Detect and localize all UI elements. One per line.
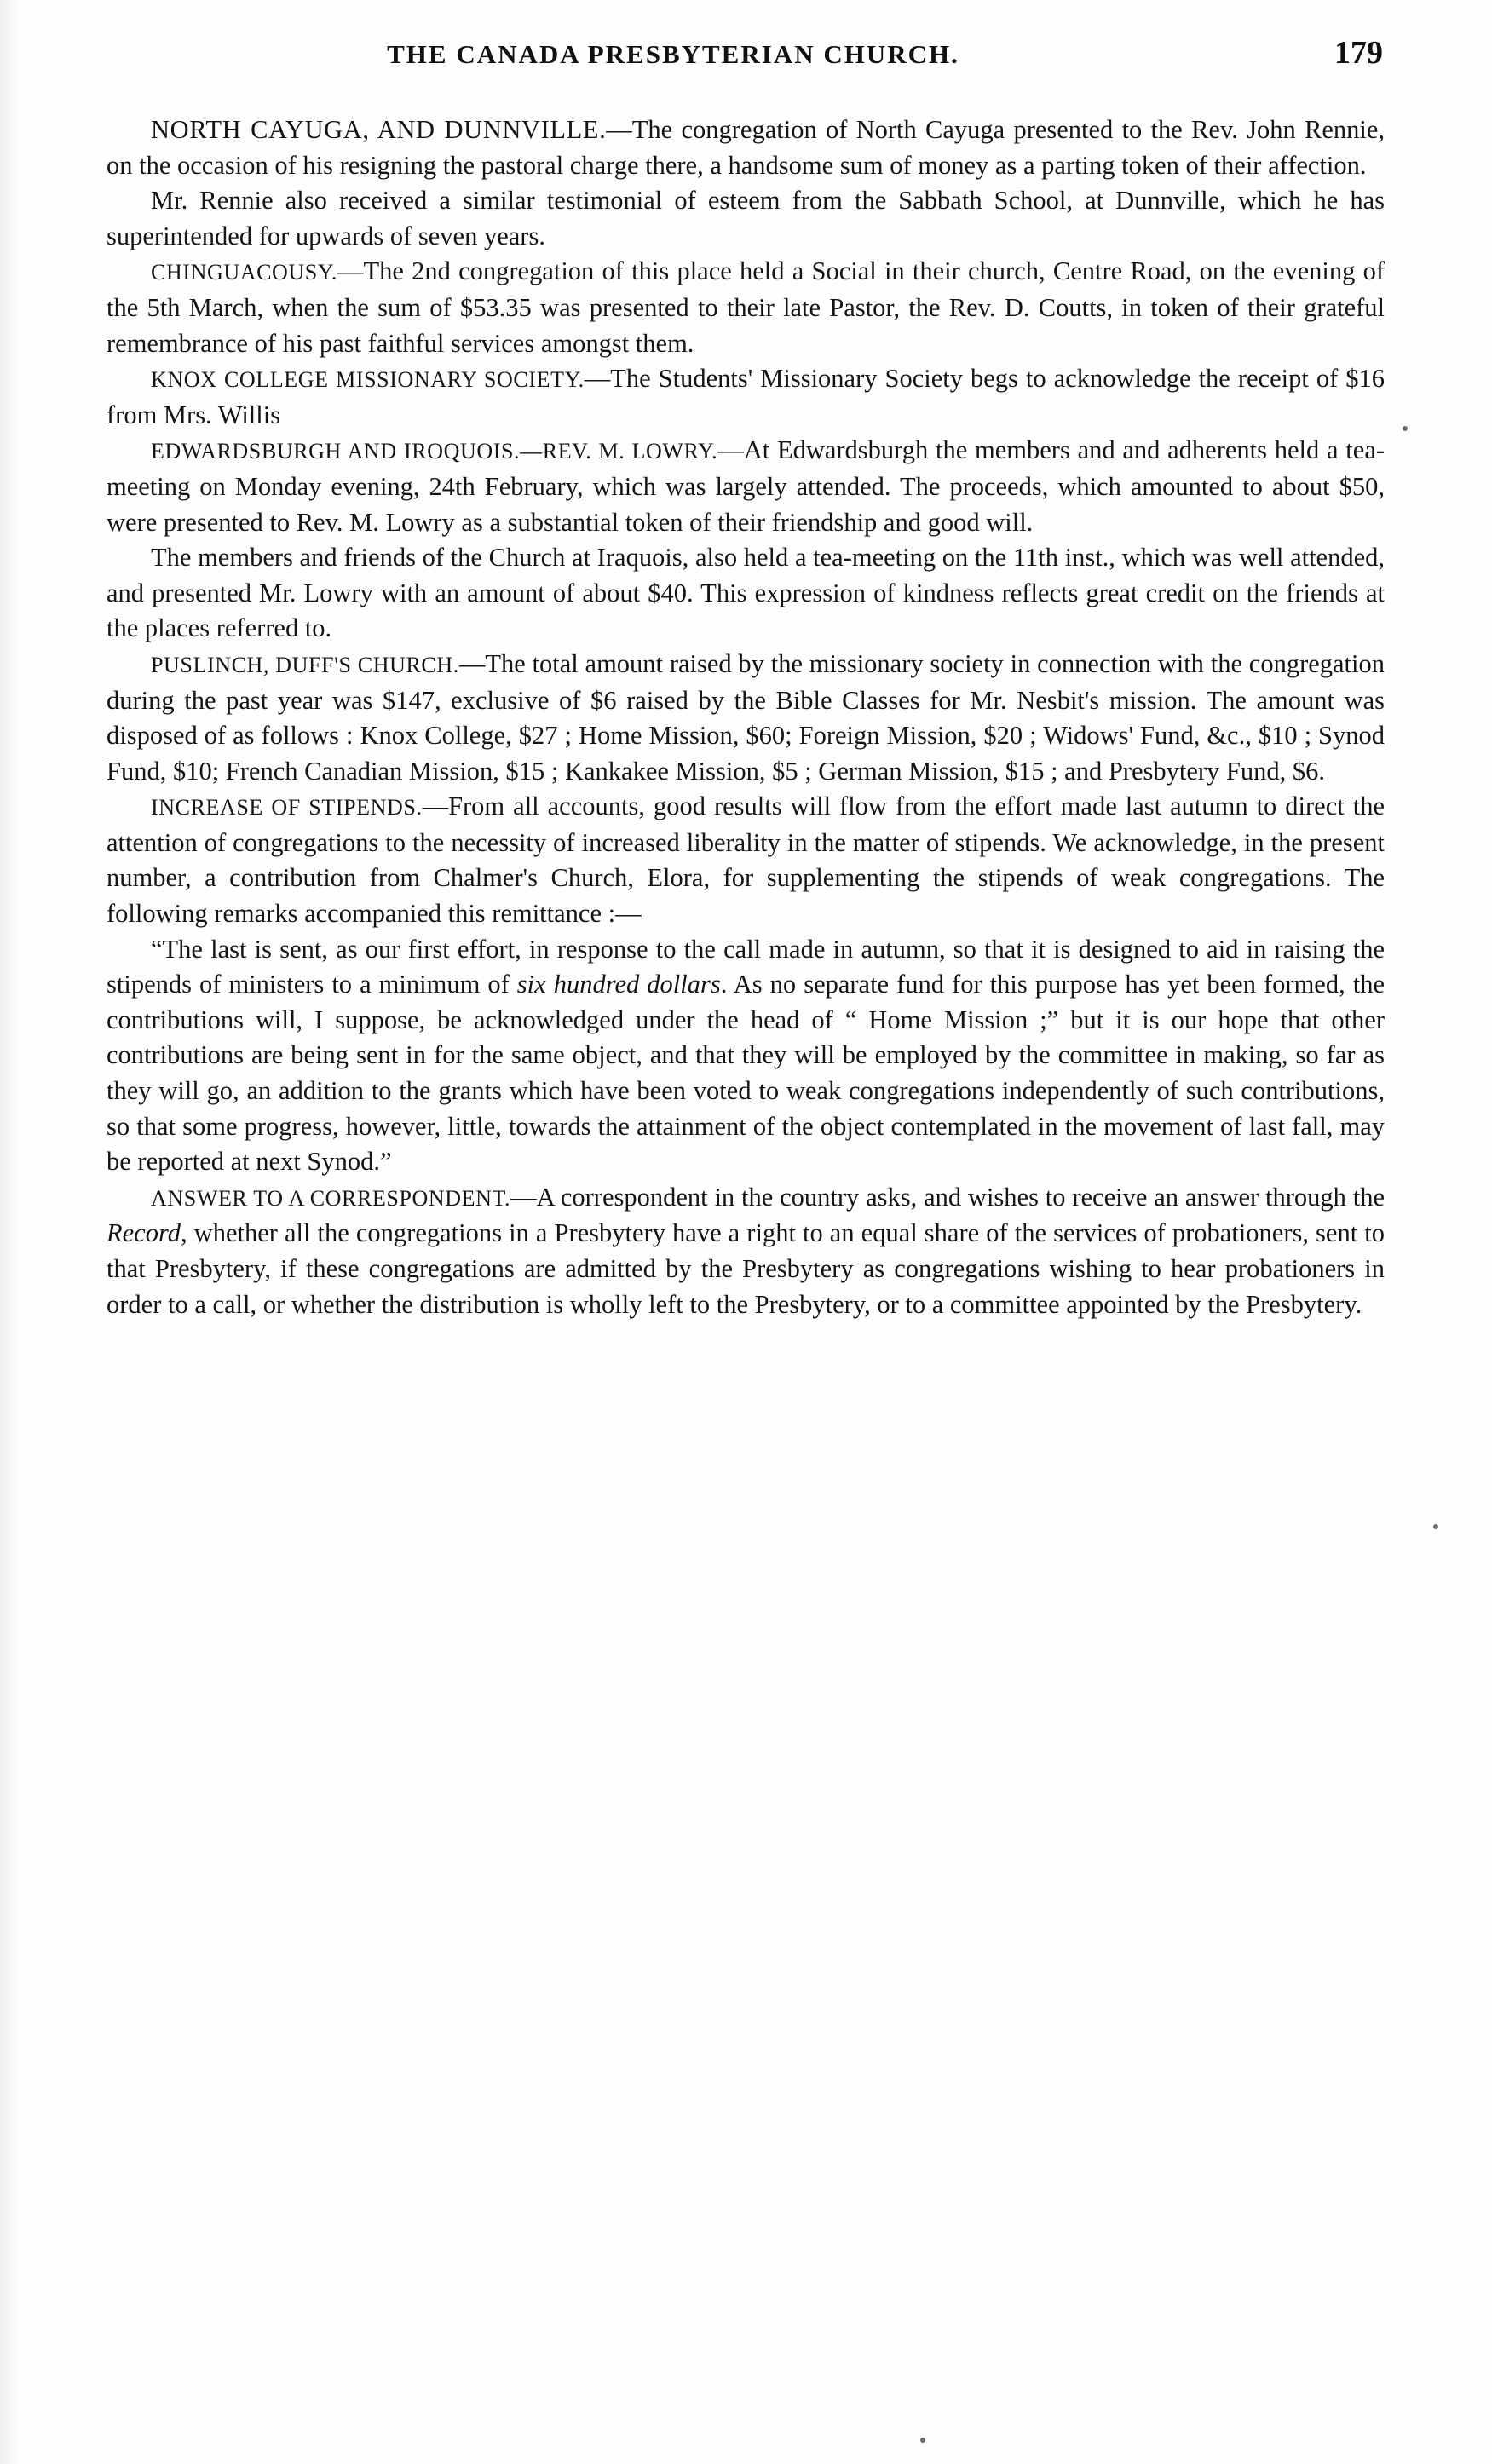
page-header (0, 35, 1492, 90)
paragraph-text: —The 2nd congregation of this place held a Social in their church, Centre Road, on the evening of the 5th March, when the sum of $53.35 was presented to their late Pastor, the Rev. D. Coutts, in token of their grateful remembrance of his past faithful services amongst them. (107, 256, 1385, 358)
paragraph-lead-in: INCREASE OF STIPENDS. (151, 795, 423, 820)
paragraph-text: —A correspondent in the country asks, and wishes to receive an answer through the Record, whether all the congregations in a Presbytery have a right to an equal share of the services of probationers, sent to that Presbytery, if these congregations are admitted by the Presbytery as congregations wishing to hear probationers in order to a call, or whether the distribution is wholly left to the Presbytery, or to a committee appointed by the Presbytery. (107, 1182, 1385, 1319)
paragraph-lead-in: PUSLINCH, DUFF'S CHURCH. (151, 652, 459, 677)
emphasised-phrase: Record (107, 1218, 181, 1248)
paragraph-quoted-remarks (107, 932, 1385, 1180)
emphasised-phrase: six hundred dollars (516, 970, 721, 999)
body-text-column (107, 112, 1385, 1322)
margin-speck (1403, 426, 1408, 431)
paragraph-text: —The congregation of North Cayuga presented to the Rev. John Rennie, on the occasion of his resigning the pastoral charge there, a handsome sum of money as a parting token of their affection. (107, 115, 1385, 180)
paragraph-knox-college-missionary-society (107, 361, 1385, 433)
paragraph-text: —From all accounts, good results will flow from the effort made last autumn to direct the attention of congregations to the necessity of increased liberality in the matter of stipends. We acknowledge, in the present number, a contribution from Chalmer's Church, Elora, for supplementing the stipends of weak congregations. The following remarks accompanied this remittance :— (107, 792, 1385, 929)
paragraph-iraquois-tea-meeting (107, 540, 1385, 647)
paragraph-lead-in: ANSWER TO A CORRESPONDENT. (151, 1185, 511, 1211)
paragraph-puslinch-duffs-church (107, 647, 1385, 789)
page-number: 179 (1334, 35, 1383, 71)
paragraph-chinguacousy (107, 254, 1385, 361)
paragraph-text: Mr. Rennie also received a similar testimonial of esteem from the Sabbath School, at Dunnville, which he has superintended for upwards of seven years. (107, 186, 1385, 250)
paragraph-text: —The Students' Missionary Society begs to acknowledge the receipt of $16 from Mrs. Willis (107, 364, 1385, 429)
paragraph-lead-in: NORTH CAYUGA, AND DUNNVILLE. (151, 115, 607, 144)
paragraph-text: —At Edwardsburgh the members and and adherents held a tea-meeting on Monday evening, 24th February, which was largely attended. The proceeds, which amounted to about $50, were presented to Rev. M. Lowry as a substantial token of their friendship and good will. (107, 435, 1385, 537)
paragraph-text: —The total amount raised by the missionary society in connection with the congregation during the past year was $147, exclusive of $6 raised by the Bible Classes for Mr. Nesbit's mission. The amount was disposed of as follows : Knox College, $27 ; Home Mission, $60; Foreign Mission, $20 ; Widows' Fund, &c., $10 ; Synod Fund, $10; French Canadian Mission, $15 ; Kankakee Mission, $5 ; German Mission, $15 ; and Presbytery Fund, $6. (107, 648, 1385, 786)
paragraph-lead-in: KNOX COLLEGE MISSIONARY SOCIETY. (151, 367, 585, 393)
margin-speck (1433, 1524, 1438, 1529)
paragraph-edwardsburgh-iroquois (107, 433, 1385, 540)
paragraph-lead-in: EDWARDSBURGH AND IROQUOIS.—REV. M. LOWRY. (151, 439, 718, 464)
paragraph-north-cayuga (107, 112, 1385, 183)
paragraph-text: “The last is sent, as our first effort, in response to the call made in autumn, so that it is designed to aid in raising the stipends of ministers to a minimum of six hundred dollars. As no separate fund for this purpose has yet been formed, the contributions will, I suppose, be acknowledged under the head of “ Home Mission ;” but it is our hope that other contributions are being sent in for the same object, and that they will be employed by the committee in making, so far as they will go, an addition to the grants which have been voted to weak congregations independently of such contributions, so that some progress, however, little, towards the attainment of the object contemplated in the movement of last fall, may be reported at next Synod.” (107, 934, 1385, 1177)
running-title: THE CANADA PRESBYTERIAN CHURCH. (387, 39, 959, 69)
paragraph-lead-in: CHINGUACOUSY. (151, 260, 337, 285)
paragraph-answer-to-a-correspondent (107, 1180, 1385, 1322)
paragraph-text: The members and friends of the Church at Iraquois, also held a tea-meeting on the 11th inst., which was well attended, and presented Mr. Lowry with an amount of about $40. This expression of kindness reflects great credit on the friends at the places referred to. (107, 543, 1385, 643)
paragraph-rennie-testimonial (107, 183, 1385, 254)
margin-speck (920, 2438, 925, 2443)
page-edge-shading (0, 0, 22, 2464)
paragraph-increase-of-stipends (107, 789, 1385, 931)
